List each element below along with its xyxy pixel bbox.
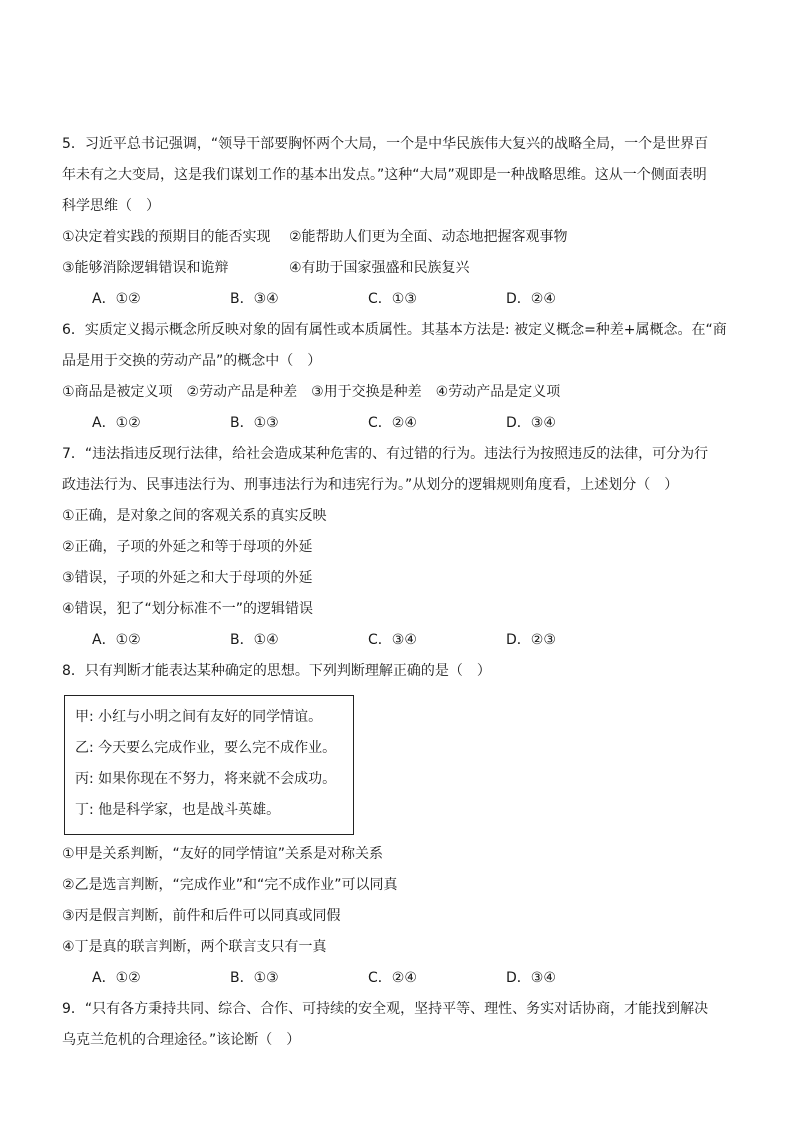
- question-6-option-a[interactable]: A．①②: [92, 415, 141, 431]
- question-8-box-line-bing: 丙: 如果你现在不努力，将来就不会成功。: [75, 771, 337, 787]
- question-5-statement-1: ①决定着实践的预期目的能否实现 ②能帮助人们更为全面、动态地把握客观事物: [62, 229, 568, 245]
- question-8-stem-line-1: 8．只有判断才能表达某种确定的思想。下列判断理解正确的是（ ）: [62, 663, 491, 679]
- question-8-option-d[interactable]: D．③④: [506, 970, 556, 986]
- question-6-option-b[interactable]: B．①③: [230, 415, 279, 431]
- question-7-option-b[interactable]: B．①④: [230, 632, 279, 648]
- question-8-statement-3: ③丙是假言判断，前件和后件可以同真或同假: [62, 908, 341, 924]
- question-6: [62, 315, 732, 439]
- question-5-options: [62, 284, 732, 315]
- question-8-box-line-yi: 乙: 今天要么完成作业，要么完不成作业。: [75, 740, 337, 756]
- question-7-option-c[interactable]: C．③④: [368, 632, 417, 648]
- question-8: [62, 656, 732, 994]
- question-5-stem-line-1: 5．习近平总书记强调，“领导干部要胸怀两个大局，一个是中华民族伟大复兴的战略全局，一个是世界百: [62, 136, 709, 152]
- question-5-option-c[interactable]: C．①③: [368, 291, 417, 307]
- question-7-statement-4: ④错误，犯了“划分标准不一”的逻辑错误: [62, 601, 314, 617]
- question-7-stem-line-2: 政违法行为、民事违法行为、刑事违法行为和违宪行为。”从划分的逻辑规则角度看，上述划分（ ）: [62, 477, 679, 493]
- question-5-stem-line-3: 科学思维（ ）: [62, 198, 160, 214]
- question-6-option-c[interactable]: C．②④: [368, 415, 417, 431]
- question-8-box-line-ding: 丁: 他是科学家，也是战斗英雄。: [75, 802, 281, 818]
- question-7-option-a[interactable]: A．①②: [92, 632, 141, 648]
- question-5-stem-line-2: 年未有之大变局，这是我们谋划工作的基本出发点。”这种“大局”观即是一种战略思维。这从一个侧面表明: [62, 167, 707, 183]
- question-6-statement-1: ①商品是被定义项 ②劳动产品是种差 ③用于交换是种差 ④劳动产品是定义项: [62, 384, 561, 400]
- question-6-option-d[interactable]: D．③④: [506, 415, 556, 431]
- question-5-option-d[interactable]: D．②④: [506, 291, 556, 307]
- question-5: [62, 129, 732, 315]
- question-8-options: [62, 963, 732, 994]
- question-7-stem-line-1: 7．“违法指违反现行法律，给社会造成某种危害的、有过错的行为。违法行为按照违反的法律，可分为行: [62, 446, 709, 462]
- question-6-options: [62, 408, 732, 439]
- question-7-option-d[interactable]: D．②③: [506, 632, 556, 648]
- question-5-option-b[interactable]: B．③④: [230, 291, 279, 307]
- question-7-statement-1: ①正确，是对象之间的客观关系的真实反映: [62, 508, 327, 524]
- question-9-stem-line-1: 9．“只有各方秉持共同、综合、合作、可持续的安全观，坚持平等、理性、务实对话协商，才能找到解决: [62, 1001, 709, 1017]
- question-9-stem-line-2: 乌克兰危机的合理途径。”该论断（ ）: [62, 1032, 301, 1048]
- question-8-judgment-box: [64, 695, 354, 835]
- question-8-option-a[interactable]: A．①②: [92, 970, 141, 986]
- question-5-option-a[interactable]: A．①②: [92, 291, 141, 307]
- question-7: [62, 439, 732, 656]
- question-8-option-b[interactable]: B．①③: [230, 970, 279, 986]
- question-list: [62, 129, 732, 1056]
- question-8-statement-1: ①甲是关系判断，“友好的同学情谊”关系是对称关系: [62, 846, 384, 862]
- question-8-statement-2: ②乙是选言判断，“完成作业”和“完不成作业”可以同真: [62, 877, 398, 893]
- question-6-stem-line-1: 6．实质定义揭示概念所反映对象的固有属性或本质属性。其基本方法是: 被定义概念=种差+属概念。在“商: [62, 322, 727, 338]
- question-8-option-c[interactable]: C．②④: [368, 970, 417, 986]
- question-7-statement-3: ③错误，子项的外延之和大于母项的外延: [62, 570, 313, 586]
- question-7-statement-2: ②正确，子项的外延之和等于母项的外延: [62, 539, 313, 555]
- question-6-stem-line-2: 品是用于交换的劳动产品”的概念中（ ）: [62, 353, 322, 369]
- question-8-box-line-jia: 甲: 小红与小明之间有友好的同学情谊。: [75, 709, 323, 725]
- question-5-statement-2: ③能够消除逻辑错误和诡辩 ④有助于国家强盛和民族复兴: [62, 260, 470, 276]
- question-8-statement-4: ④丁是真的联言判断，两个联言支只有一真: [62, 939, 327, 955]
- question-9: [62, 994, 732, 1056]
- question-7-options: [62, 625, 732, 656]
